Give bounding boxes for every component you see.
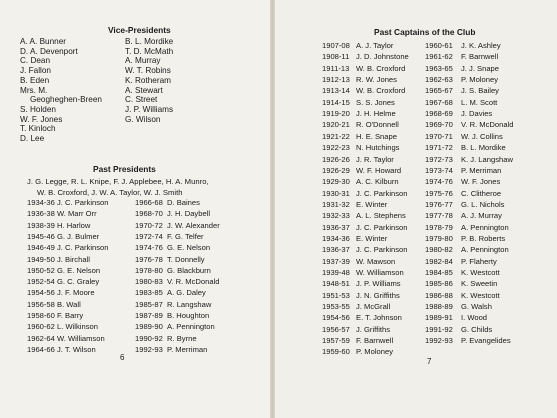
captain-row (322, 64, 405, 73)
captain-row (425, 155, 513, 164)
person-name: L. M. Scott (461, 97, 498, 107)
captain-row (425, 302, 492, 311)
president-row (27, 277, 99, 286)
years: 1956-58 (27, 299, 55, 309)
vice-president-name: Mrs. M. (20, 85, 48, 95)
president-row (135, 232, 204, 241)
right-page (275, 0, 557, 418)
captain-row (322, 75, 397, 84)
years: 1987-89 (135, 311, 163, 320)
years: 1936-38 (27, 209, 55, 219)
person-name: A. Pennington (167, 322, 215, 332)
page-number: 7 (427, 357, 432, 366)
person-name: B. Wall (57, 299, 81, 309)
years: 1970-71 (425, 131, 453, 141)
person-name: K. Westcott (461, 290, 500, 300)
captain-row (322, 234, 387, 243)
person-name: J. F. Moore (57, 288, 95, 298)
person-name: K. Westcott (461, 268, 500, 277)
vice-president-name: B. Eden (20, 75, 50, 85)
years: 1972-73 (425, 154, 453, 164)
captain-row (425, 279, 497, 288)
vice-president-name: D. Lee (20, 134, 45, 143)
person-name: W. Williamson (356, 268, 404, 277)
years: 1919-20 (322, 109, 350, 119)
person-name: P. Merriman (461, 165, 502, 175)
captain-row (425, 132, 503, 141)
years: 1985-86 (425, 279, 453, 289)
years: 1931-32 (322, 199, 350, 209)
years: 1964-66 (27, 344, 55, 354)
person-name: J. C. Parkinson (356, 222, 408, 232)
years: 1988-89 (425, 302, 453, 312)
years: 1974-76 (135, 243, 163, 253)
years: 1968-69 (425, 109, 453, 119)
captain-row (322, 279, 401, 288)
captain-row (322, 52, 409, 61)
president-row (135, 322, 215, 331)
captain-row (425, 177, 500, 186)
years: 1982-84 (425, 256, 453, 266)
years: 1977-78 (425, 211, 453, 221)
person-name: G. C. Graley (57, 277, 100, 287)
person-name: R. Langshaw (167, 299, 212, 309)
person-name: J. N. Griffiths (356, 290, 400, 300)
years: 1975-76 (425, 188, 453, 198)
vice-president-name: A. Murray (125, 56, 161, 66)
years: 1969-70 (425, 120, 453, 130)
captain-row (322, 245, 408, 254)
vice-president-name: C. Dean (20, 56, 51, 66)
person-name: S. S. Jones (356, 97, 395, 107)
person-name: E. T. Johnson (356, 313, 402, 323)
person-name: A. L. Stephens (356, 211, 406, 221)
president-row (27, 300, 81, 309)
captain-row (322, 336, 393, 345)
years: 1960-61 (425, 41, 453, 50)
captain-row (322, 166, 401, 175)
person-name: P. Evangelides (461, 336, 511, 346)
vice-president-name: C. Street (125, 95, 158, 105)
person-name: P. B. Roberts (461, 233, 506, 243)
person-name: W. B. Croxford (356, 86, 406, 96)
captain-row (322, 325, 390, 334)
years: 1986-88 (425, 290, 453, 300)
captain-row (425, 52, 498, 61)
years: 1980-83 (135, 277, 163, 287)
captain-row (425, 64, 499, 73)
page-number: 6 (120, 353, 125, 362)
captain-row (425, 86, 499, 95)
person-name: A. J. Murray (461, 211, 502, 221)
past-presidents-intro (27, 177, 265, 198)
vice-president-name: W. T. Robins (125, 66, 171, 76)
years: 1976-77 (425, 199, 453, 209)
captain-row (322, 155, 394, 164)
person-name: P. Merriman (167, 344, 208, 354)
person-name: W. Marr Orr (57, 209, 97, 219)
captain-row (322, 347, 393, 356)
years: 1962-64 (27, 333, 55, 343)
captain-row (425, 109, 492, 118)
person-name: F. Barnwell (461, 52, 499, 62)
president-row (135, 277, 219, 286)
president-row (135, 209, 210, 218)
person-name: G. J. Bulmer (57, 231, 100, 241)
intro-line: W. B. Croxford, J. W. A. Taylor, W. J. Smith (37, 187, 183, 197)
person-name: A. G. Daley (167, 288, 206, 298)
president-row (135, 198, 200, 207)
years: 1912-13 (322, 75, 350, 85)
president-row (135, 288, 206, 297)
president-row (27, 198, 109, 207)
person-name: J. S. Bailey (461, 86, 499, 96)
person-name: F. Barnwell (356, 336, 394, 346)
person-name: R. O'Donnell (356, 120, 399, 130)
person-name: J. Griffiths (356, 324, 391, 334)
years: 1930-31 (322, 188, 350, 198)
president-row (135, 255, 205, 264)
captain-row (425, 313, 487, 322)
vice-president-name: J. P. Williams (125, 104, 174, 114)
captain-row (425, 41, 501, 50)
person-name: A. C. Kilburn (356, 177, 399, 187)
past-presidents-heading: Past Presidents (93, 164, 156, 174)
person-name: V. R. McDonald (167, 277, 220, 287)
past-captains-heading: Past Captains of the Club (374, 27, 476, 37)
captain-row (322, 177, 399, 186)
captain-row (322, 211, 406, 220)
years: 1920-21 (322, 120, 350, 130)
years: 1968-70 (135, 209, 163, 219)
person-name: J. P. Williams (356, 279, 401, 289)
vice-president-name: W. F. Jones (20, 114, 63, 124)
years: 1950-52 (27, 265, 55, 275)
vice-president-name: D. A. Devenport (20, 46, 78, 56)
years: 1989-91 (425, 313, 453, 323)
person-name: J. Davies (461, 109, 493, 119)
captain-row (425, 268, 500, 277)
person-name: A. Pennington (461, 222, 509, 232)
years: 1985-87 (135, 299, 163, 309)
person-name: J. J. Snape (461, 63, 499, 73)
years: 1948-51 (322, 279, 350, 289)
vice-president-name: B. L. Mordike (125, 37, 174, 46)
person-name: G. Walsh (461, 302, 492, 312)
years: 1958-60 (27, 311, 55, 320)
years: 1956-57 (322, 324, 350, 334)
person-name: J. T. Wilson (57, 344, 96, 354)
years: 1954-56 (27, 288, 55, 298)
years: 1992-93 (425, 336, 453, 346)
captain-row (425, 98, 497, 107)
president-row (135, 300, 211, 309)
captain-row (322, 86, 405, 95)
years: 1960-62 (27, 322, 55, 332)
person-name: W. B. Croxford (356, 63, 406, 73)
captain-row (322, 143, 399, 152)
captain-row (425, 189, 501, 198)
person-name: W. F. Howard (356, 165, 402, 175)
person-name: A. Pennington (461, 245, 509, 255)
years: 1978-80 (135, 265, 163, 275)
years: 1970-72 (135, 220, 163, 230)
president-row (27, 243, 109, 252)
years: 1973-74 (425, 165, 453, 175)
captain-row (322, 120, 399, 129)
captain-row (425, 257, 497, 266)
person-name: F. Barry (57, 311, 84, 320)
vice-president-name: J. Fallon (20, 66, 51, 76)
years: 1976-78 (135, 254, 163, 264)
president-row (27, 266, 100, 275)
years: 1953-55 (322, 302, 350, 312)
person-name: G. Childs (461, 324, 493, 334)
captain-row (322, 268, 404, 277)
captain-row (425, 143, 506, 152)
person-name: J. Birchall (57, 254, 90, 264)
years: 1949-50 (27, 254, 55, 264)
years: 1966-68 (135, 198, 163, 207)
years: 1907-08 (322, 41, 350, 50)
vice-president-name: Geogheghen-Breen (30, 95, 102, 105)
person-name: W. F. Jones (461, 177, 501, 187)
person-name: H. Harlow (57, 220, 91, 230)
person-name: W. Mawson (356, 256, 396, 266)
person-name: J. McGrall (356, 302, 391, 312)
years: 1980-82 (425, 245, 453, 255)
person-name: V. R. McDonald (461, 120, 514, 130)
captain-row (425, 336, 511, 345)
person-name: J. C. Parkinson (356, 245, 408, 255)
captain-row (322, 291, 400, 300)
captain-row (425, 200, 504, 209)
person-name: J. H. Daybell (167, 209, 211, 219)
president-row (135, 243, 210, 252)
years: 1932-33 (322, 211, 350, 221)
person-name: B. Houghton (167, 311, 210, 320)
person-name: G. E. Nelson (167, 243, 211, 253)
person-name: F. G. Telfer (167, 231, 204, 241)
years: 1946-49 (27, 243, 55, 253)
vice-president-name: A. Stewart (125, 85, 163, 95)
years: 1965-67 (425, 86, 453, 96)
years: 1983-85 (135, 288, 163, 298)
captain-row (322, 257, 395, 266)
president-row (135, 311, 209, 320)
person-name: K. Sweetin (461, 279, 498, 289)
years: 1957-59 (322, 336, 350, 346)
years: 1991-92 (425, 324, 453, 334)
vice-president-name: A. A. Bunner (20, 37, 66, 46)
captain-row (322, 41, 393, 50)
years: 1979-80 (425, 233, 453, 243)
captain-row (322, 132, 397, 141)
person-name: G. L. Nichols (461, 199, 505, 209)
years: 1914-15 (322, 97, 350, 107)
years: 1934-36 (322, 233, 350, 243)
years: 1945-46 (27, 231, 55, 241)
person-name: J. C. Parkinson (57, 243, 109, 253)
captain-row (425, 120, 513, 129)
years: 1921-22 (322, 131, 350, 141)
years: 1952-54 (27, 277, 55, 287)
president-row (27, 232, 99, 241)
captain-row (425, 291, 500, 300)
person-name: P. Flaherty (461, 256, 497, 266)
person-name: J. D. Johnstone (356, 52, 409, 62)
years: 1934-36 (27, 198, 55, 207)
president-row (135, 221, 220, 230)
years: 1971-72 (425, 143, 453, 153)
vice-president-name: T. D. McMath (125, 46, 174, 56)
person-name: R. W. Jones (356, 75, 397, 85)
person-name: K. J. Langshaw (461, 154, 513, 164)
captain-row (425, 325, 492, 334)
years: 1936-37 (322, 245, 350, 255)
person-name: J. C. Parkinson (57, 198, 109, 207)
years: 1937-39 (322, 256, 350, 266)
years: 1984-85 (425, 268, 453, 277)
person-name: J. K. Ashley (461, 41, 501, 50)
years: 1922-23 (322, 143, 350, 153)
captain-row (322, 189, 408, 198)
years: 1959-60 (322, 347, 350, 357)
person-name: C. Clitheroe (461, 188, 502, 198)
years: 1929-30 (322, 177, 350, 187)
years: 1936-37 (322, 222, 350, 232)
president-row (27, 322, 98, 331)
captain-row (322, 223, 408, 232)
person-name: G. E. Nelson (57, 265, 101, 275)
person-name: I. Wood (461, 313, 488, 323)
years: 1992-93 (135, 344, 163, 354)
captain-row (425, 234, 505, 243)
years: 1974-76 (425, 177, 453, 187)
intro-line: J. G. Legge, R. L. Knipe, F. J. Applebee, H. A. Munro, (27, 177, 209, 186)
captain-row (425, 211, 502, 220)
person-name: P. Moloney (461, 75, 499, 85)
captain-row (425, 223, 509, 232)
left-page (0, 0, 270, 418)
person-name: J. R. Taylor (356, 154, 394, 164)
person-name: E. Winter (356, 233, 388, 243)
vice-president-name: S. Holden (20, 104, 56, 114)
years: 1990-92 (135, 333, 163, 343)
person-name: B. L. Mordike (461, 143, 506, 153)
president-row (27, 288, 95, 297)
captain-row (425, 245, 509, 254)
years: 1962-63 (425, 75, 453, 85)
years: 1938-39 (27, 220, 55, 230)
person-name: P. Moloney (356, 347, 394, 357)
president-row (135, 334, 197, 343)
years: 1961-62 (425, 52, 453, 62)
person-name: J. C. Parkinson (356, 188, 408, 198)
years: 1926-29 (322, 165, 350, 175)
years: 1972-74 (135, 231, 163, 241)
years: 1951-53 (322, 290, 350, 300)
years: 1913-14 (322, 86, 350, 96)
vice-president-name: G. Wilson (125, 114, 161, 124)
person-name: W. J. Collins (461, 131, 503, 141)
years: 1989-90 (135, 322, 163, 332)
captain-row (425, 75, 498, 84)
vice-presidents-heading: Vice-Presidents (108, 25, 171, 35)
years: 1954-56 (322, 313, 350, 323)
captain-row (425, 166, 501, 175)
years: 1926-26 (322, 154, 350, 164)
captain-row (322, 313, 402, 322)
captain-row (322, 98, 395, 107)
person-name: L. Wilkinson (57, 322, 98, 332)
president-row (135, 266, 211, 275)
years: 1911-13 (322, 63, 350, 73)
person-name: W. Williamson (57, 333, 105, 343)
person-name: J. H. Helme (356, 109, 396, 119)
years: 1978-79 (425, 222, 453, 232)
person-name: H. E. Snape (356, 131, 397, 141)
president-row (27, 345, 96, 354)
president-row (27, 221, 90, 230)
vice-president-name: T. Kinloch (20, 124, 56, 134)
president-row (27, 209, 97, 218)
person-name: J. W. Alexander (167, 220, 220, 230)
captain-row (322, 109, 396, 118)
vice-president-name: K. Rotheram (125, 75, 171, 85)
years: 1939-48 (322, 268, 350, 277)
president-row (27, 255, 90, 264)
years: 1963-65 (425, 63, 453, 73)
person-name: T. Donnelly (167, 254, 205, 264)
years: 1967-68 (425, 97, 453, 107)
person-name: R. Byrne (167, 333, 197, 343)
years: 1908-11 (322, 52, 350, 62)
captain-row (322, 302, 390, 311)
person-name: D. Baines (167, 198, 200, 207)
person-name: A. J. Taylor (356, 41, 394, 50)
person-name: N. Hutchings (356, 143, 400, 153)
president-row (135, 345, 207, 354)
person-name: G. Blackburn (167, 265, 211, 275)
president-row (27, 334, 105, 343)
president-row (27, 311, 83, 320)
person-name: E. Winter (356, 199, 388, 209)
captain-row (322, 200, 387, 209)
